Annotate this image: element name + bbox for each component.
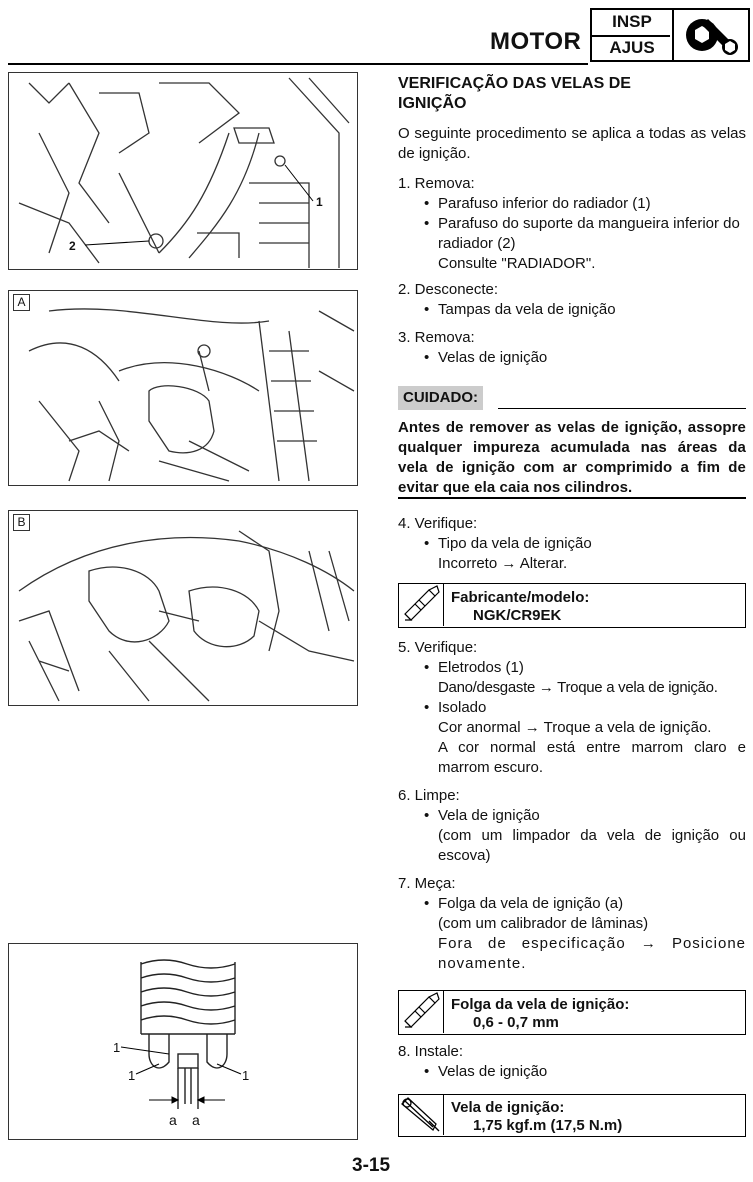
header-rule (8, 63, 588, 65)
callout-electrode-top: 1 (113, 1040, 121, 1055)
step-3-label: 3. Remova: (398, 329, 475, 346)
spec-plug-gap-label: Folga da vela de ignição: (451, 996, 630, 1013)
step-5-note-3: A cor normal está entre marrom claro e marrom escuro. (438, 739, 746, 776)
step-1 (398, 174, 746, 274)
spec-plug-gap (398, 990, 746, 1035)
callout-2: 2 (69, 239, 76, 253)
badge-separator (672, 10, 674, 60)
badge-divider (592, 35, 670, 37)
intro-paragraph: O seguinte procedimento se aplica a todas as velas de ignição. (398, 125, 746, 162)
heading-line-2: IGNIÇÃO (398, 95, 467, 112)
caliper-icon (399, 584, 444, 626)
step-1-label: 1. Remova: (398, 175, 475, 192)
step-6 (398, 786, 746, 866)
torque-wrench-icon (399, 1095, 444, 1135)
step-4-bullet-1: • Tipo da vela de ignição (398, 534, 746, 554)
section-title: MOTOR (490, 28, 582, 55)
figure-radiator-bolts (8, 72, 358, 270)
badge-insp: INSP (612, 12, 652, 31)
step-5-note-1: Dano/desgaste → Troque a vela de ignição. (438, 679, 718, 696)
step-4 (398, 514, 746, 574)
spec-plug-gap-value: 0,6 - 0,7 mm (473, 1014, 559, 1031)
step-1-note: Consulte "RADIADOR". (438, 255, 596, 272)
step-8 (398, 1042, 746, 1082)
hands-wrench-illustration (9, 511, 356, 704)
step-1-bullet-1: • Parafuso inferior do radiador (1) (398, 194, 746, 214)
caution-text: Antes de remover as velas de ignição, assopre qualquer impureza acumulada nas áreas da vela de ignição com ar comprimido a fim de evitar que ela caia nos cilindros. (398, 419, 746, 496)
step-2 (398, 280, 746, 320)
step-8-label: 8. Instale: (398, 1043, 464, 1060)
step-4-label: 4. Verifique: (398, 515, 478, 532)
spark-plug-illustration (9, 944, 356, 1138)
step-5-note-2: Cor anormal → Troque a vela de ignição. (438, 719, 712, 736)
step-7-note-1: (com um calibrador de lâminas) (438, 915, 649, 932)
caliper-icon (399, 991, 444, 1033)
step-4-note: Incorreto → Alterar. (438, 555, 568, 572)
callout-gap-a-right: a (192, 1112, 200, 1128)
figure-a-cap-removal (8, 290, 358, 486)
step-7-note-2: Fora de especificação → Posicione novamente. (438, 935, 746, 972)
step-7-bullet-1: • Folga da vela de ignição (a) (398, 894, 746, 914)
step-6-label: 6. Limpe: (398, 787, 460, 804)
step-3 (398, 328, 746, 368)
step-6-bullet-1: • Vela de ignição (398, 806, 746, 826)
section-badge (590, 8, 750, 62)
step-7 (398, 874, 746, 974)
hand-cap-illustration (9, 291, 356, 484)
step-2-bullet-1: • Tampas da vela de ignição (398, 300, 746, 320)
step-5-bullet-2: • Isolado (398, 698, 746, 718)
radiator-illustration (9, 73, 356, 268)
figure-spark-plug-gap (8, 943, 358, 1140)
caution-underline (398, 497, 746, 499)
step-6-note: (com um limpador da vela de ignição ou escova) (438, 827, 746, 864)
spec-plug-torque-value: 1,75 kgf.m (17,5 N.m) (473, 1117, 623, 1134)
spec-plug-model-value: NGK/CR9EK (473, 607, 562, 624)
figure-b-plug-removal (8, 510, 358, 706)
step-3-bullet-1: • Velas de ignição (398, 348, 746, 368)
callout-electrode-left: 1 (128, 1068, 136, 1083)
step-1-bullet-2: • Parafuso do suporte da mangueira inferior do radiador (2) (398, 214, 746, 254)
spec-plug-torque-label: Vela de ignição: (451, 1099, 565, 1116)
spec-plug-torque (398, 1094, 746, 1137)
step-8-bullet-1: • Velas de ignição (398, 1062, 746, 1082)
badge-ajus: AJUS (609, 38, 655, 57)
callout-1: 1 (316, 195, 323, 209)
spec-plug-model-label: Fabricante/modelo: (451, 589, 590, 606)
callout-electrode-right: 1 (242, 1068, 250, 1083)
wrench-nut-icon (678, 13, 744, 57)
caution-tag: CUIDADO: (398, 386, 483, 410)
step-7-label: 7. Meça: (398, 875, 456, 892)
step-5 (398, 638, 746, 778)
heading-line-1: VERIFICAÇÃO DAS VELAS DE (398, 75, 631, 92)
spec-plug-model (398, 583, 746, 628)
step-5-bullet-1: • Eletrodos (1) (398, 658, 746, 678)
caution-rule (498, 408, 746, 409)
figure-label-b: B (13, 514, 30, 531)
callout-gap-a-left: a (169, 1112, 177, 1128)
section-heading (398, 74, 746, 114)
figure-label-a: A (13, 294, 30, 311)
step-5-label: 5. Verifique: (398, 639, 478, 656)
page-number: 3-15 (352, 1155, 391, 1176)
step-2-label: 2. Desconecte: (398, 281, 499, 298)
